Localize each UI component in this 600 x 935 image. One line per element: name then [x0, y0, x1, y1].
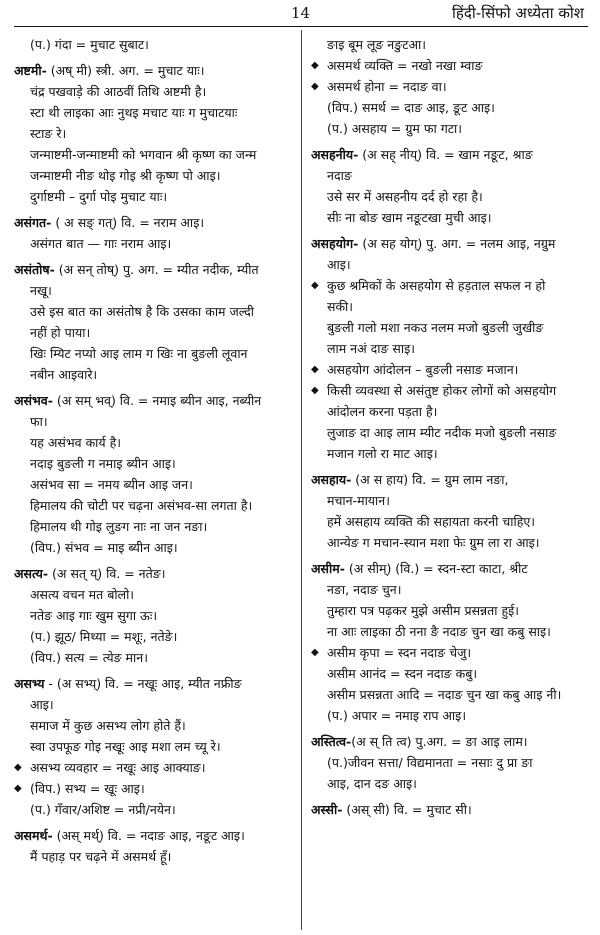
- headword-line: [14, 673, 301, 694]
- bullet-line: [311, 642, 598, 663]
- definition-text: ( अ सङ् गत्) वि. = नराम आइ।: [51, 215, 205, 230]
- headword: असंगत-: [14, 215, 52, 230]
- definition-text: (अ सन् तोष्) पु. अग. = म्यीत नदीक, म्यीत: [54, 262, 259, 277]
- diamond-bullet-icon: ◆: [311, 385, 319, 396]
- bullet-text: किसी व्यवस्था से असंतुष्ट होकर लोगों को असहयोग: [327, 383, 557, 398]
- example-line: बुङली गलो मशा नकउ नलम मजो बुङली जुखीङ: [327, 320, 544, 335]
- headword-line: [311, 558, 598, 579]
- example-line: (प.)जीवन सत्ता/ विद्यमानता = नसाः दु प्रा ङा: [327, 755, 533, 770]
- headword-line: [14, 60, 301, 81]
- headword: असंतोष-: [14, 262, 55, 277]
- example-line: लाम नअं दाङ साइ।: [327, 341, 415, 356]
- diamond-bullet-icon: ◆: [311, 647, 319, 658]
- left-column: [14, 34, 301, 934]
- definition-text: (अ सम् भव्) वि. = नमाइ ब्यीन आइ, नब्यीन: [52, 393, 262, 408]
- headword-line: [14, 825, 301, 846]
- headword: असभ्य: [14, 676, 45, 691]
- example-line: असीम आनंद = स्दन नदाङ कबु।: [327, 666, 478, 681]
- bullet-text: कुछ श्रमिकों के असहयोग से हड़ताल सफल न हो: [327, 278, 546, 293]
- headword-line: [311, 469, 598, 490]
- example-line: (विप.) संभव = माइ ब्यीन आइ।: [30, 540, 178, 555]
- headword: अस्सी-: [311, 802, 343, 817]
- bullet-line: [311, 275, 598, 296]
- headword: असीम-: [311, 561, 345, 576]
- example-line: ङाइ बूम लूङ नङुटआ।: [327, 37, 427, 52]
- example-line: चंद्र पखवाड़े की आठवीं तिथि अष्टमी है।: [30, 84, 207, 99]
- example-line: हिमालय की चोटी पर चढ़ना असंभव-सा लगता है।: [30, 498, 253, 513]
- example-line: खिः म्यिट नप्यो आइ लाम ग खिः ना बुङली लूवान: [30, 346, 248, 361]
- example-line: स्वा उपफूङ गोइ नखूः आइ मशा लम च्यू रे।: [30, 739, 221, 754]
- bullet-text: असभ्य व्यवहार = नखूः आइ आक्याङ।: [30, 760, 206, 775]
- page-header: [14, 2, 588, 27]
- headword-line: [311, 233, 598, 254]
- definition-text: (अ सह योग्) पु. अग. = नलम आइ, नग्रुम: [358, 236, 556, 251]
- example-line: असंभव सा = नमय ब्यीन आइ जन।: [30, 477, 193, 492]
- headword-line: [14, 563, 301, 584]
- diamond-bullet-icon: ◆: [311, 364, 319, 375]
- headword-line: [311, 799, 598, 820]
- diamond-bullet-icon: ◆: [311, 280, 319, 291]
- example-line: आइ।: [30, 697, 54, 712]
- definition-text: (अ सत् य्) वि. = नतेङ।: [48, 566, 166, 581]
- example-line: नखू।: [30, 283, 52, 298]
- bullet-text: असीम कृपा = स्दन नदाङ चेजु।: [327, 645, 472, 660]
- headword: असत्य-: [14, 566, 49, 581]
- example-line: (प.) असहाय = ग्रुम फा गटा।: [327, 121, 463, 136]
- page-number: 14: [291, 4, 311, 22]
- headword-line: [14, 390, 301, 411]
- example-line: लुजाङ दा आइ लाम म्यीट नदीक मजो बुङली नसाङ: [327, 425, 557, 440]
- example-line: आन्येङ ग मचान-स्यान मशा फेः ग्रुम ला रा आइ।: [327, 535, 540, 550]
- bullet-text: (विप.) सभ्य = खूः आइ।: [30, 781, 145, 796]
- diamond-bullet-icon: ◆: [311, 60, 319, 71]
- definition-text: (अ सह् नीय्) वि. = खाम नङूट, श्राङ: [358, 147, 533, 162]
- example-line: आइ, दान दङ आइ।: [327, 776, 417, 791]
- definition-text: (अ स् ति त्व) पु.अग. = ङा आइ लाम।: [351, 734, 528, 749]
- bullet-line: [311, 55, 598, 76]
- example-line: समाज में कुछ असभ्य लोग होते हैं।: [30, 718, 186, 733]
- definition-text: (अष् मी) स्त्री. अग. = मुचाट याः।: [46, 63, 205, 78]
- example-line: मचान-मायान।: [327, 493, 390, 508]
- book-title: हिंदी-सिंफो अध्येता कोश: [452, 4, 584, 22]
- example-line: (प.) अपार = नमाइ राप आइ।: [327, 708, 467, 723]
- bullet-line: [311, 380, 598, 401]
- headword-line: [14, 259, 301, 280]
- column-divider: [301, 30, 302, 930]
- example-line: यह असंभव कार्य है।: [30, 435, 122, 450]
- bullet-line: [311, 76, 598, 97]
- example-line: आंदोलन करना पड़ता है।: [327, 404, 438, 419]
- example-line: फा।: [30, 414, 48, 429]
- example-line: सकी।: [327, 299, 354, 314]
- example-line: नदाइ बुङली ग नमाइ ब्यीन आइ।: [30, 456, 176, 471]
- example-line: नङा, नदाङ चुन।: [327, 582, 402, 597]
- bullet-text: असमर्थ व्यक्ति = नखो नखा म्वाङ: [327, 58, 483, 73]
- example-line: दुर्गाष्टमी – दुर्गा पोइ मुचाट याः।: [30, 189, 168, 204]
- example-line: जन्माष्टमी-जन्माष्टमी को भगवान श्री कृष्ण का जन्म: [30, 147, 257, 162]
- definition-text: (अस् सी) वि. = मुचाट सी।: [342, 802, 472, 817]
- example-line: नतेङ आइ गाः खुम सुगा ऊः।: [30, 608, 158, 623]
- example-line: तुम्हारा पत्र पढ़कर मुझे असीम प्रसन्नता हुई।: [327, 603, 520, 618]
- example-line: हिमालय थी गोइ लुङग नाः ना जन नङा।: [30, 519, 208, 534]
- diamond-bullet-icon: ◆: [14, 783, 22, 794]
- example-line: असीम प्रसन्नता आदि = नदाङ चुन खा कबु आइ नी।: [327, 687, 562, 702]
- example-line: (विप.) सत्य = त्येङ मान।: [30, 650, 148, 665]
- definition-text: (अ सीम्) (वि.) = स्दन-स्टा काटा, श्रीट: [344, 561, 528, 576]
- example-line: (प.) झूठ/ मिथ्या = मशूः, नतेङे।: [30, 629, 178, 644]
- definition-text: (अस् मर्थ्) वि. = नदाङ आइ, नङूट आइ।: [52, 828, 245, 843]
- example-line: नबीन आइवारे।: [30, 367, 98, 382]
- example-line: उसे सर में असहनीय दर्द हो रहा है।: [327, 189, 483, 204]
- diamond-bullet-icon: ◆: [311, 81, 319, 92]
- example-line: स्टाङ रे।: [30, 126, 67, 141]
- bullet-text: असमर्थ होना = नदाङ वा।: [327, 79, 447, 94]
- bullet-line: [311, 359, 598, 380]
- example-line: असत्य वचन मत बोलो।: [30, 587, 135, 602]
- example-line: उसे इस बात का असंतोष है कि उसका काम जल्दी: [30, 304, 255, 319]
- headword-line: [311, 144, 598, 165]
- example-line: (प.) गंदा = मुचाट सुबाट।: [30, 37, 149, 52]
- example-line: ना आः लाइका ठी नना ङै नदाङ चुन खा कबु साइ।: [327, 624, 551, 639]
- headword: असमर्थ-: [14, 828, 53, 843]
- headword: अस्तित्व-: [311, 734, 352, 749]
- headword: असहनीय-: [311, 147, 359, 162]
- headword: असंभव-: [14, 393, 53, 408]
- example-line: असंगत बात — गाः नराम आइ।: [30, 236, 172, 251]
- definition-text: - (अ सभ्य्) वि. = नखूः आइ, म्यीत नफ्रीङ: [44, 676, 242, 691]
- example-line: मैं पहाड़ पर चढ़ने में असमर्थ हूँ।: [30, 849, 172, 864]
- headword-line: [14, 212, 301, 233]
- diamond-bullet-icon: ◆: [14, 762, 22, 773]
- bullet-line: [14, 778, 301, 799]
- right-column: [311, 34, 598, 934]
- bullet-text: असहयोग आंदोलन – बुङली नसाङ मजान।: [327, 362, 519, 377]
- headword: अष्टमी-: [14, 63, 47, 78]
- headword: असहयोग-: [311, 236, 359, 251]
- bullet-line: [14, 757, 301, 778]
- headword: असहाय-: [311, 472, 352, 487]
- example-line: (प.) गँवार/अशिष्ट = नप्री/नयेन।: [30, 802, 176, 817]
- headword-line: [311, 731, 598, 752]
- definition-text: (अ स हाय) वि. = ग्रुम लाम नङा,: [351, 472, 509, 487]
- example-line: मजान गलो रा माट आइ।: [327, 446, 438, 461]
- example-line: नदाङ: [327, 168, 352, 183]
- example-line: आइ।: [327, 257, 351, 272]
- example-line: हमें असहाय व्यक्ति की सहायता करनी चाहिए।: [327, 514, 536, 529]
- example-line: जन्माष्टमी नीङ थोइ गोइ श्री कृष्ण पो आइ।: [30, 168, 221, 183]
- example-line: स्टा थी लाइका आः नुथइ मचाट याः ग मुचाटयाः: [30, 105, 238, 120]
- example-line: नहीं हो पाया।: [30, 325, 91, 340]
- example-line: सीः ना बोङ खाम नङूटखा मुची आइ।: [327, 210, 492, 225]
- example-line: (विप.) समर्थ = दाङ आइ, ङूट आइ।: [327, 100, 495, 115]
